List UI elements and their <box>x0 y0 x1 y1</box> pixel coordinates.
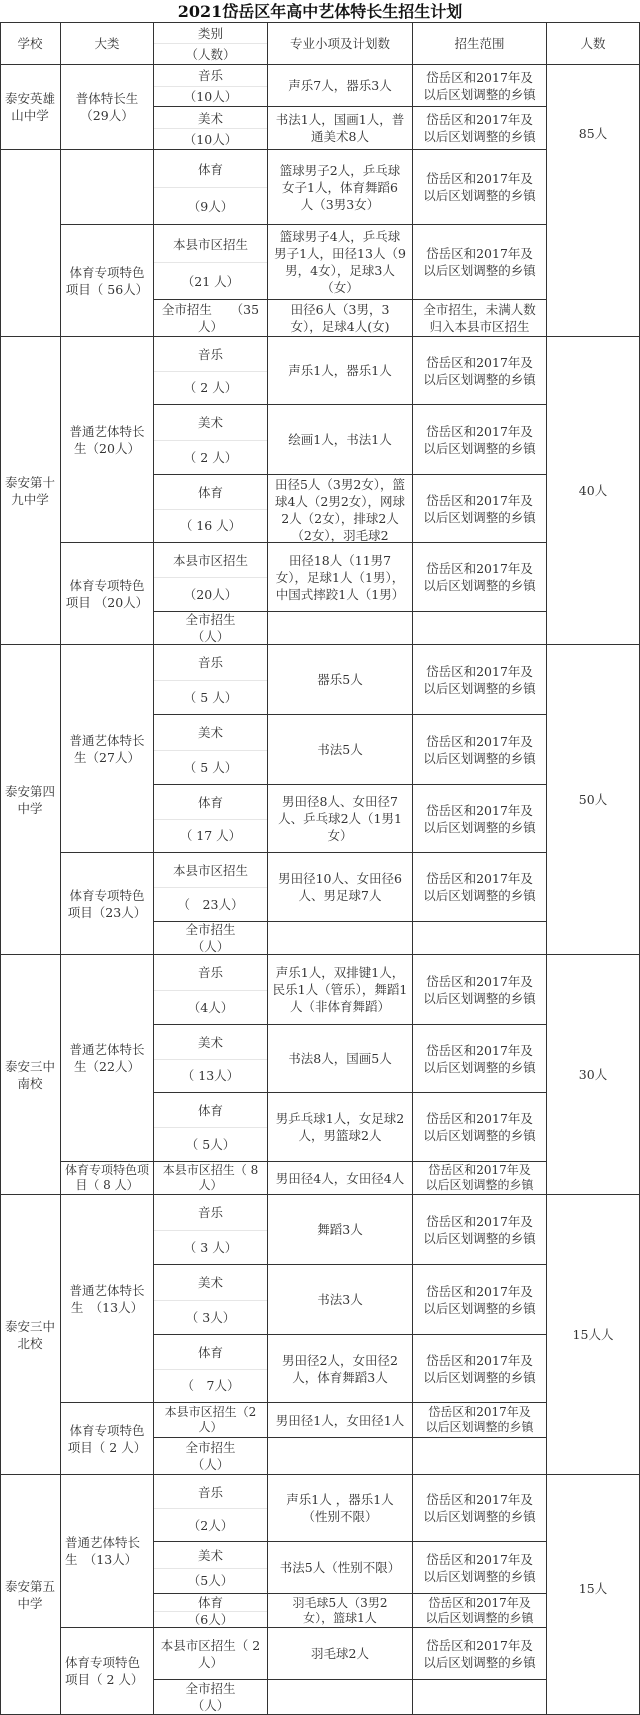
type-cell <box>154 225 268 300</box>
scope-cell: 岱岳区和2017年及以后区划调整的乡镇 <box>413 1025 547 1093</box>
items-cell: 男田径8人、女田径7人、乒乓球2人（1男1女） <box>268 785 413 853</box>
scope-cell: 岱岳区和2017年及以后区划调整的乡镇 <box>413 543 547 612</box>
type-label: 美术 <box>154 1025 267 1060</box>
type-cell <box>154 107 268 150</box>
items-cell: 篮球男子2人，乒乓球女子1人，体育舞蹈6人（3男3女） <box>268 150 413 225</box>
type-cell <box>154 337 268 405</box>
school-name: 泰安第四中学 <box>0 645 61 955</box>
group-label: 普通艺体特长生（27人） <box>61 645 154 853</box>
type-cell <box>154 1594 268 1628</box>
items-cell: 田径6人（3男，3女），足球4人(女) <box>268 300 413 337</box>
items-cell: 篮球男子4人，乒乓球男子1人，田径13人（9男，4女），足球3人（女） <box>268 225 413 300</box>
header-category: 大类 <box>61 22 154 65</box>
type-label: 体育 <box>154 785 267 820</box>
type-cell <box>154 853 268 922</box>
type-label: 体育 <box>154 1335 267 1370</box>
type-cell <box>154 475 268 543</box>
items-cell: 书法1人，国画1人，普通美术8人 <box>268 107 413 150</box>
group-label <box>61 150 154 225</box>
type-count: （ 2 人） <box>183 380 238 396</box>
scope-cell: 岱岳区和2017年及以后区划调整的乡镇 <box>413 65 547 107</box>
scope-cell: 岱岳区和2017年及以后区划调整的乡镇 <box>413 785 547 853</box>
type-label: 本县市区招生 <box>154 853 267 888</box>
scope-cell <box>413 922 547 955</box>
type-count: （ 3人） <box>185 1309 236 1325</box>
school-total: 85人 <box>547 65 640 337</box>
type-cell: 本县市区招生（2人） <box>154 1403 268 1438</box>
items-cell: 声乐1人 ，器乐1人（性别不限） <box>268 1475 413 1542</box>
school-name: 泰安第五中学 <box>0 1475 61 1715</box>
header-count: 人数 <box>547 22 640 65</box>
type-label: 音乐 <box>154 337 267 372</box>
scope-cell: 岱岳区和2017年及以后区划调整的乡镇 <box>413 853 547 922</box>
type-cell <box>154 1093 268 1162</box>
type-count: （ 3 人） <box>183 1239 238 1255</box>
type-count: （4人） <box>187 999 234 1015</box>
type-label: 本县市区招生 <box>154 543 267 578</box>
school-name: 泰安第十九中学 <box>0 337 61 645</box>
items-cell: 绘画1人，书法1人 <box>268 405 413 475</box>
type-count: （ 7人） <box>181 1378 240 1394</box>
group-label: 普通艺体特长生 （13人） <box>61 1195 154 1403</box>
items-cell: 声乐1人，器乐1人 <box>268 337 413 405</box>
header-type-label: 类别 <box>154 22 267 44</box>
items-cell <box>268 1680 413 1715</box>
group-label: 普通艺体特长生（22人） <box>61 955 154 1162</box>
items-cell <box>268 1438 413 1475</box>
scope-cell: 岱岳区和2017年及以后区划调整的乡镇 <box>413 1542 547 1594</box>
items-cell: 男田径10人、女田径6人、男足球7人 <box>268 853 413 922</box>
scope-cell: 岱岳区和2017年及以后区划调整的乡镇 <box>413 955 547 1025</box>
header-type-count: （人数） <box>185 46 236 62</box>
items-cell <box>268 922 413 955</box>
school-total: 40人 <box>547 337 640 645</box>
scope-cell <box>413 1680 547 1715</box>
type-cell <box>154 150 268 225</box>
page-title: 2021岱岳区年高中艺体特长生招生计划 <box>177 2 463 21</box>
header-type <box>154 22 268 65</box>
scope-cell: 岱岳区和2017年及以后区划调整的乡镇 <box>413 1475 547 1542</box>
type-count: （ 5 人） <box>183 759 238 775</box>
scope-cell: 岱岳区和2017年及以后区划调整的乡镇 <box>413 225 547 300</box>
header-scope: 招生范围 <box>413 22 547 65</box>
scope-cell: 岱岳区和2017年及以后区划调整的乡镇 <box>413 1093 547 1162</box>
type-cell: 全市招生 （35人） <box>154 300 268 337</box>
items-cell: 男乒乓球1人，女足球2人，男篮球2人 <box>268 1093 413 1162</box>
scope-cell: 岱岳区和2017年及以后区划调整的乡镇 <box>413 150 547 225</box>
group-label: 体育专项特色项目（23人） <box>61 853 154 955</box>
scope-cell: 岱岳区和2017年及以后区划调整的乡镇 <box>413 337 547 405</box>
type-label: 体育 <box>154 1093 267 1128</box>
type-count: （ 13人） <box>181 1068 240 1084</box>
type-count: （ 23人） <box>177 897 244 912</box>
type-cell <box>154 955 268 1025</box>
type-label: 本县市区招生 <box>154 225 267 263</box>
scope-cell: 岱岳区和2017年及以后区划调整的乡镇 <box>413 475 547 543</box>
type-count: （21 人） <box>181 273 240 289</box>
group-label: 体育专项特色项目（ 8 人） <box>61 1162 154 1195</box>
items-cell: 书法5人 <box>268 715 413 785</box>
type-cell <box>154 1335 268 1403</box>
type-label: 体育 <box>154 1594 267 1612</box>
items-cell: 器乐5人 <box>268 645 413 715</box>
type-count: （9人） <box>187 198 234 214</box>
type-cell: 本县市区招生（ 8人） <box>154 1162 268 1195</box>
school-total: 15人 <box>547 1475 640 1715</box>
scope-cell: 岱岳区和2017年及以后区划调整的乡镇 <box>413 1195 547 1265</box>
type-count: （5人） <box>187 1573 234 1589</box>
header-items: 专业小项及计划数 <box>268 22 413 65</box>
type-cell <box>154 1265 268 1335</box>
type-count: （ 2 人） <box>183 449 238 465</box>
items-cell: 男田径2人，女田径2人，体育舞蹈3人 <box>268 1335 413 1403</box>
group-label: 普体特长生（29人） <box>61 65 154 150</box>
type-count: （6人） <box>187 1611 234 1627</box>
type-cell <box>154 65 268 107</box>
group-label: 体育专项特色项目 （20人） <box>61 543 154 645</box>
type-cell: 全市招生 （人） <box>154 922 268 955</box>
scope-cell: 岱岳区和2017年及以后区划调整的乡镇 <box>413 715 547 785</box>
group-label: 体育专项特色项目（ 2 人） <box>61 1628 154 1715</box>
scope-cell: 岱岳区和2017年及以后区划调整的乡镇 <box>413 645 547 715</box>
items-cell: 声乐7人，器乐3人 <box>268 65 413 107</box>
type-count: （2人） <box>187 1517 234 1533</box>
group-label: 体育专项特色项目（ 56人） <box>61 225 154 337</box>
type-label: 美术 <box>154 107 267 129</box>
type-label: 体育 <box>154 150 267 188</box>
type-label: 音乐 <box>154 955 267 991</box>
type-cell: 全市招生 （人） <box>154 1438 268 1475</box>
type-count: （ 5人） <box>185 1137 236 1152</box>
items-cell: 羽毛球2人 <box>268 1628 413 1680</box>
type-cell: 全市招生 （人） <box>154 1680 268 1715</box>
type-cell <box>154 1475 268 1542</box>
type-cell <box>154 715 268 785</box>
type-cell <box>154 1195 268 1265</box>
type-count: （ 17 人） <box>179 828 242 844</box>
type-label: 音乐 <box>154 65 267 87</box>
items-cell <box>268 612 413 645</box>
scope-cell: 岱岳区和2017年及以后区划调整的乡镇 <box>413 107 547 150</box>
header-school: 学校 <box>0 22 61 65</box>
items-cell: 男田径1人，女田径1人 <box>268 1403 413 1438</box>
type-cell: 全市招生 （人） <box>154 612 268 645</box>
scope-cell <box>413 612 547 645</box>
school-name: 泰安三中南校 <box>0 955 61 1195</box>
type-label: 美术 <box>154 1542 267 1569</box>
type-label: 美术 <box>154 405 267 441</box>
school-total: 50人 <box>547 645 640 955</box>
scope-cell: 岱岳区和2017年及以后区划调整的乡镇 <box>413 1162 547 1195</box>
items-cell: 书法5人（性别不限） <box>268 1542 413 1594</box>
scope-cell: 岱岳区和2017年及以后区划调整的乡镇 <box>413 1403 547 1438</box>
scope-cell: 岱岳区和2017年及以后区划调整的乡镇 <box>413 1594 547 1628</box>
type-count: （ 5 人） <box>183 689 238 705</box>
type-cell <box>154 405 268 475</box>
type-cell <box>154 543 268 612</box>
items-cell: 田径5人（3男2女），篮球4人（2男2女），网球2人（2女），排球2人（2女），羽毛球2 <box>268 475 413 543</box>
type-cell <box>154 785 268 853</box>
type-label: 音乐 <box>154 645 267 681</box>
type-count: （10人） <box>183 88 238 104</box>
type-label: 音乐 <box>154 1475 267 1509</box>
items-cell: 田径18人（11男7女），足球1人（1男），中国式摔跤1人（1男） <box>268 543 413 612</box>
group-label: 体育专项特色项目（ 2 人） <box>61 1403 154 1475</box>
type-label: 音乐 <box>154 1195 267 1231</box>
school-total: 30人 <box>547 955 640 1195</box>
type-label: 美术 <box>154 715 267 751</box>
type-count: （20人） <box>183 587 238 602</box>
scope-cell: 岱岳区和2017年及以后区划调整的乡镇 <box>413 1628 547 1680</box>
type-count: （10人） <box>183 131 238 147</box>
scope-cell: 全市招生，未满人数归入本县市区招生 <box>413 300 547 337</box>
school-name: 泰安英雄山中学 <box>0 65 61 150</box>
group-label: 普通艺体特长生（20人） <box>61 337 154 543</box>
items-cell: 男田径4人，女田径4人 <box>268 1162 413 1195</box>
items-cell: 声乐1人，双排键1人，民乐1人（管乐），舞蹈1人（非体育舞蹈） <box>268 955 413 1025</box>
school-name: 泰安三中北校 <box>0 1195 61 1475</box>
type-cell: 本县市区招生（ 2人） <box>154 1628 268 1680</box>
school-name-blank <box>0 150 61 337</box>
type-count: （ 16 人） <box>179 518 242 534</box>
scope-cell <box>413 1438 547 1475</box>
group-label: 普通艺体特长生 （13人） <box>61 1475 154 1628</box>
school-total: 15人人 <box>547 1195 640 1475</box>
scope-cell: 岱岳区和2017年及以后区划调整的乡镇 <box>413 1265 547 1335</box>
scope-cell: 岱岳区和2017年及以后区划调整的乡镇 <box>413 405 547 475</box>
scope-cell: 岱岳区和2017年及以后区划调整的乡镇 <box>413 1335 547 1403</box>
items-cell: 舞蹈3人 <box>268 1195 413 1265</box>
type-cell <box>154 645 268 715</box>
type-label: 体育 <box>154 475 267 510</box>
items-cell: 羽毛球5人（3男2女），篮球1人 <box>268 1594 413 1628</box>
type-label: 美术 <box>154 1265 267 1301</box>
type-cell <box>154 1025 268 1093</box>
items-cell: 书法8人，国画5人 <box>268 1025 413 1093</box>
type-cell <box>154 1542 268 1594</box>
items-cell: 书法3人 <box>268 1265 413 1335</box>
